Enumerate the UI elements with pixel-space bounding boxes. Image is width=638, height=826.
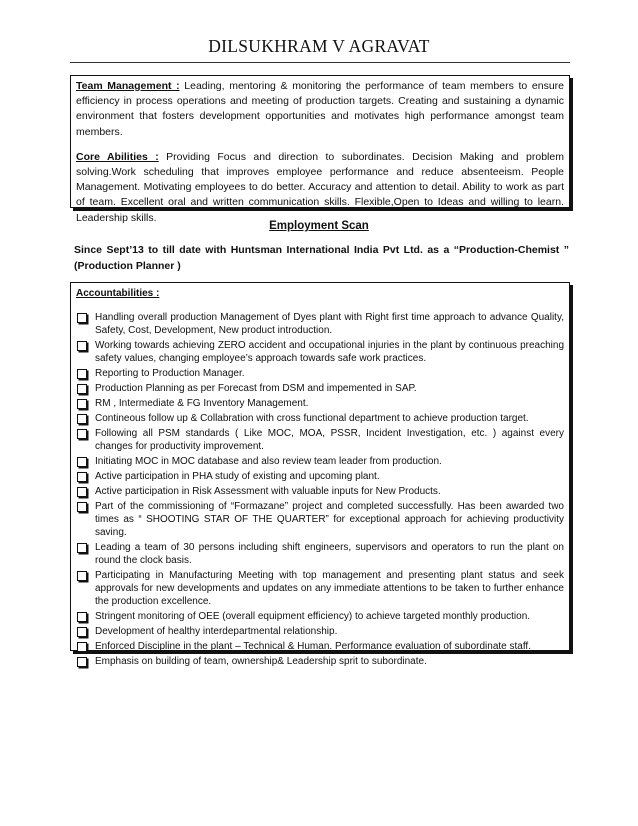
team-management-paragraph xyxy=(76,79,564,140)
list-item-text: Participating in Manufacturing Meeting with top management and presenting plant status and seek approvals for new developments and updates on any immediate attentions to be taken to further enhance the production excellence. xyxy=(95,569,564,608)
employment-position: Since Sept’13 to till date with Huntsman International India Pvt Ltd. as a “Production-Chemist ” (Production Planner ) xyxy=(74,244,569,272)
list-item-text: Enforced Discipline in the plant – Technical & Human. Performance evaluation of subordinate staff. xyxy=(95,640,531,652)
accountabilities-list xyxy=(76,311,564,668)
checkbox-bullet-icon xyxy=(77,384,87,394)
list-item-text: Active participation in PHA study of existing and upcoming plant. xyxy=(95,470,380,482)
list-item xyxy=(76,427,564,453)
checkbox-bullet-icon xyxy=(77,657,87,667)
list-item xyxy=(76,397,564,410)
checkbox-bullet-icon xyxy=(77,313,87,323)
list-item xyxy=(76,569,564,609)
list-item-text: Working towards achieving ZERO accident and occupational injuries in the plant by continuous preaching safety values, changing employee’s approach towards safe work practices. xyxy=(95,340,564,365)
list-item-text: Production Planning as per Forecast from DSM and impemented in SAP. xyxy=(95,383,417,395)
accountabilities-title: Accountabilities : xyxy=(76,288,160,299)
list-item-text: Emphasis on building of team, ownership& Leadership sprit to subordinate. xyxy=(95,655,427,667)
list-item xyxy=(76,610,564,623)
list-item xyxy=(76,655,564,668)
list-item-text: Stringent monitoring of OEE (overall equipment efficiency) to achieve targeted monthly production. xyxy=(95,611,531,623)
list-item xyxy=(76,311,564,337)
checkbox-bullet-icon xyxy=(77,627,87,637)
team-management-text: Leading, mentoring & monitoring the performance of team members to ensure efficiency in process operations and meeting of production targets. Creating and sustaining a dynamic environment that fosters development opportunities and motivates high performance amongst team members. xyxy=(76,80,564,138)
checkbox-bullet-icon xyxy=(77,642,87,652)
list-item xyxy=(76,412,564,425)
team-management-label: Team Management : xyxy=(76,80,180,92)
core-abilities-text: Providing Focus and direction to subordinates. Decision Making and problem solving.Work scheduling that improves employee performance and reduce absenteeism. People Management. Motivating employees to do better. Accuracy and attention to detail. Ability to work as part of team. Excellent oral and written communication skills. Flexible,Open to Ideas and willing to learn. Leadership skills. xyxy=(76,150,564,224)
checkbox-bullet-icon xyxy=(77,612,87,622)
list-item-text: Part of the commissioning of “Formazane” project and completed successfully. Has been awarded two times as “ SHOOTING STAR OF THE QUARTER” for exceptional approach for achieving productivity saving. xyxy=(95,500,564,538)
checkbox-bullet-icon xyxy=(77,457,87,467)
candidate-name: DILSUKHRAM V AGRAVAT xyxy=(208,36,430,56)
checkbox-bullet-icon xyxy=(77,341,87,351)
list-item-text: Leading a team of 30 persons including shift engineers, supervisors and operators to run the plant on round the clock basis. xyxy=(95,541,564,567)
list-item xyxy=(76,500,564,540)
list-item-text: Contineous follow up & Collabration with cross functional department to achieve production target. xyxy=(95,412,529,424)
list-item-text: Development of healthy interdepartmental relationship. xyxy=(95,626,338,638)
checkbox-bullet-icon xyxy=(77,502,87,512)
checkbox-bullet-icon xyxy=(77,414,87,424)
list-item xyxy=(76,382,564,395)
list-item-text: Handling overall production Management of Dyes plant with Right first time approach to advance Quality, Safety, Cost, Development, New product introduction. xyxy=(95,312,564,337)
list-item xyxy=(76,470,564,483)
checkbox-bullet-icon xyxy=(77,472,87,482)
list-item xyxy=(76,485,564,498)
checkbox-bullet-icon xyxy=(77,571,87,581)
checkbox-bullet-icon xyxy=(77,543,87,553)
summary-box xyxy=(70,75,570,224)
list-item xyxy=(76,625,564,638)
list-item xyxy=(76,541,564,567)
checkbox-bullet-icon xyxy=(77,399,87,409)
header-divider xyxy=(70,62,570,63)
list-item-text: RM , Intermediate & FG Inventory Management. xyxy=(95,397,309,409)
checkbox-bullet-icon xyxy=(77,487,87,497)
list-item-text: Following all PSM standards ( Like MOC, MOA, PSSR, Incident Investigation, etc. ) against every changes for productivity improvement. xyxy=(95,427,564,452)
employment-section-title: Employment Scan xyxy=(269,220,369,232)
list-item xyxy=(76,640,564,653)
list-item xyxy=(76,367,564,380)
checkbox-bullet-icon xyxy=(77,369,87,379)
accountabilities-box xyxy=(70,282,570,667)
core-abilities-label: Core Abilities : xyxy=(76,150,159,163)
list-item-text: Reporting to Production Manager. xyxy=(95,368,245,380)
checkbox-bullet-icon xyxy=(77,429,87,439)
list-item-text: Active participation in Risk Assessment with valuable inputs for New Products. xyxy=(95,485,441,497)
core-abilities-paragraph xyxy=(76,150,564,226)
list-item-text: Initiating MOC in MOC database and also review team leader from production. xyxy=(95,455,442,467)
list-item xyxy=(76,339,564,365)
list-item xyxy=(76,455,564,468)
